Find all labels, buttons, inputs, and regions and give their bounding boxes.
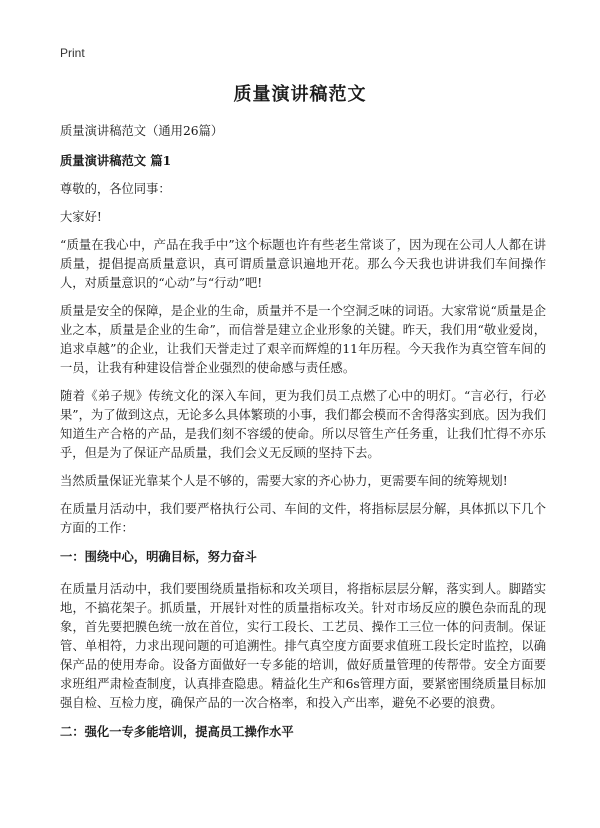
paragraph-2: 质量是安全的保障，是企业的生命，质量并不是一个空洞乏味的词语。大家常说“质量是企业之本，质量是企业的生命”，而信誉是建立企业形象的关键。昨天，我们用“敬业爱岗，追求卓越”的企业，让我们天誉走过了艰辛而辉煌的11年历程。今天我作为真空管车间的一员，让我有种建设信誉企业强烈的使命感与责任感。	[60, 304, 546, 375]
document-body	[60, 122, 546, 755]
paragraph-4: 当然质量保证光靠某个人是不够的，需要大家的齐心协力，更需要车间的统筹规划!	[60, 474, 508, 488]
print-label: Print	[60, 46, 85, 60]
greeting: 尊敬的，各位同事：	[60, 182, 171, 196]
paragraph-3: 随着《弟子规》传统文化的深入车间，更为我们员工点燃了心中的明灯。“言必行，行必果”，为了做到这点，无论多么具体繁琐的小事，我们都会模而不舍得落实到底。因为我们知道生产合格的产品，是我们刻不容缓的使命。所以尽管生产任务重，让我们忙得不亦乐乎，但是为了保证产品质量，我们会义无反顾的坚持下去。	[60, 389, 546, 460]
heading-2: 二：强化一专多能培训，提高员工操作水平	[60, 724, 294, 739]
paragraph-1: “质量在我心中，产品在我手中”这个标题也许有些老生常谈了，因为现在公司人人都在讲质量，提倡提高质量意识，真可谓质量意识遍地开花。那么今天我也讲讲我们车间操作人，对质量意识的“心动”与“行动”吧!	[60, 238, 546, 290]
document-title: 质量演讲稿范文	[233, 84, 367, 105]
section-title: 质量演讲稿范文 篇1	[60, 153, 172, 168]
hello-line: 大家好!	[60, 210, 102, 224]
heading-1: 一：围绕中心，明确目标，努力奋斗	[60, 549, 257, 564]
paragraph-5: 在质量月活动中，我们要严格执行公司、车间的文件，将指标层层分解，具体抓以下几个方面的工作：	[60, 502, 546, 535]
document-subtitle: 质量演讲稿范文（通用26篇）	[60, 124, 224, 138]
paragraph-6: 在质量月活动中，我们要围绕质量指标和攻关项目，将指标层层分解，落实到人。脚踏实地，不搞花架子。抓质量，开展针对性的质量指标攻关。针对市场反应的膜色杂而乱的现象，首先要把膜色统一放在首位，实行工段长、工艺员、操作工三位一体的问责制。保证管、单相符，力求出现问题的可追溯性。排气真空度方面要求值班工段长定时监控，以确保产品的使用寿命。设备方面做好一专多能的培训，做好质量管理的传帮带。安全方面要求班组严肃检查制度，认真排查隐患。精益化生产和6s管理方面，要紧密围绕质量目标加强自检、互检力度，确保产品的一次合格率，和投入产出率，避免不必要的浪费。	[60, 582, 546, 710]
